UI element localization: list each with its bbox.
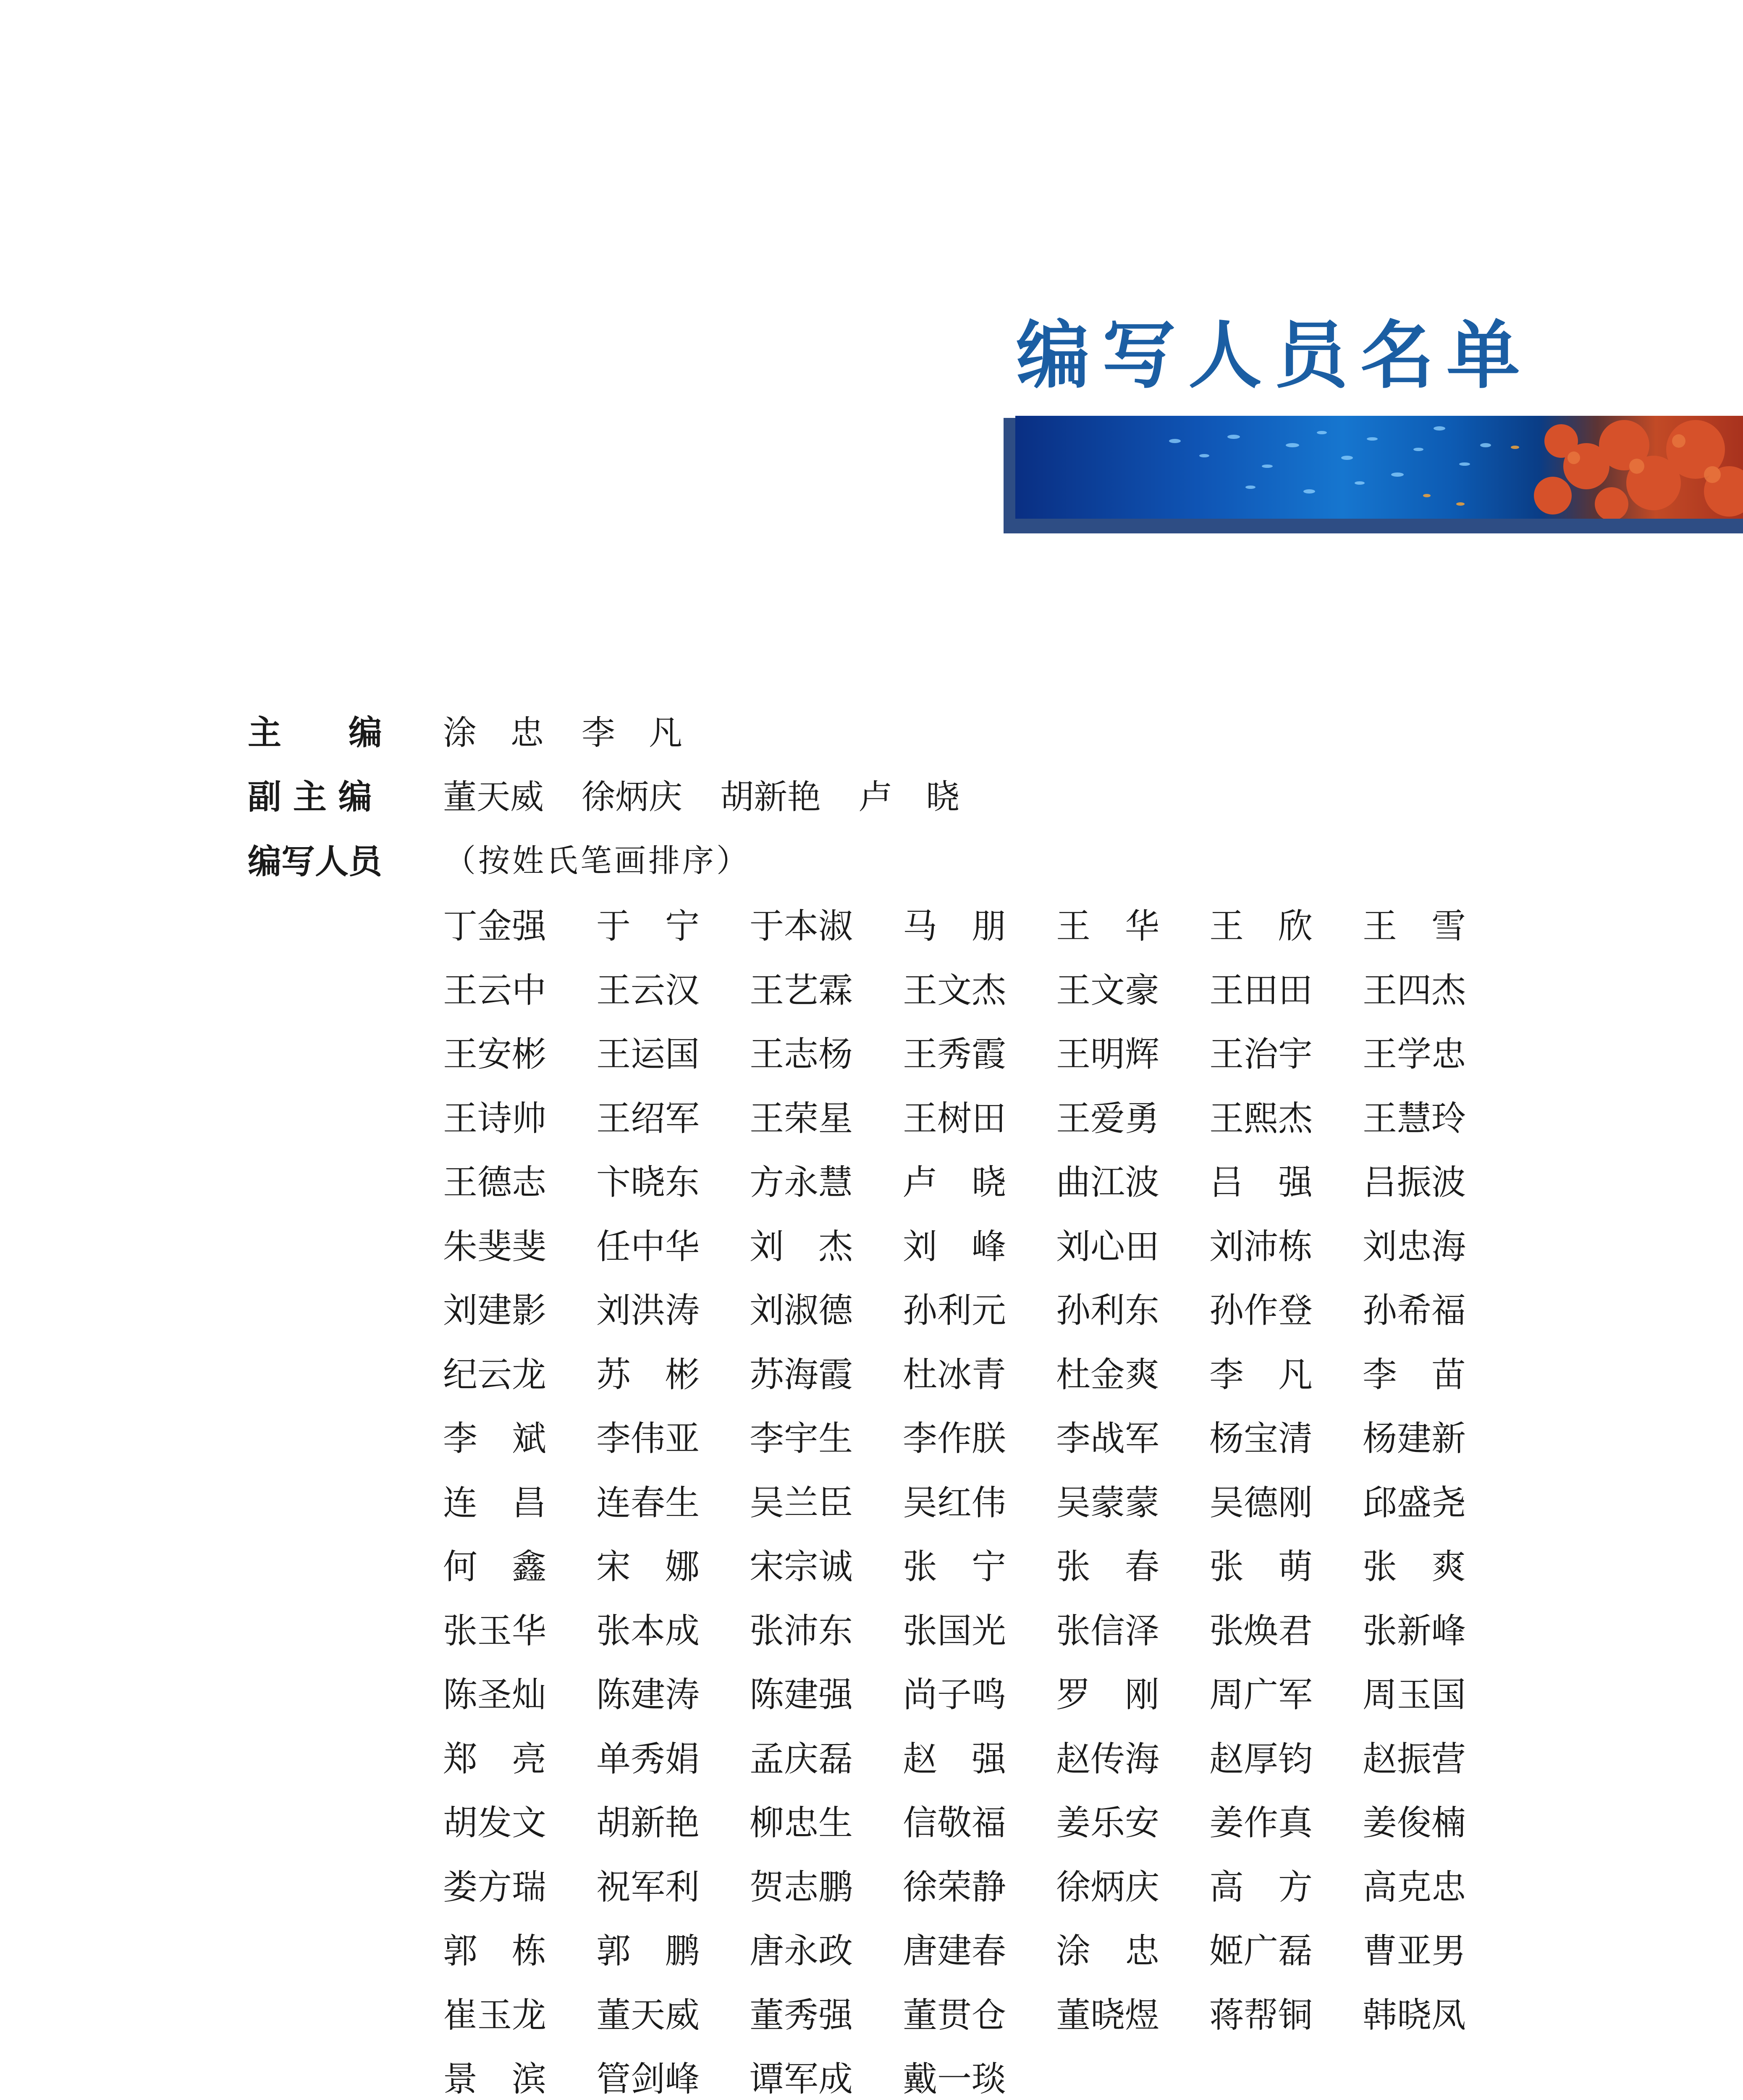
writer-name: 张 春	[1056, 1547, 1160, 1587]
writer-name: 王治宇	[1209, 1034, 1313, 1074]
fish-and-coral-illustration	[1015, 416, 1743, 519]
writer-name: 王运国	[596, 1034, 700, 1074]
deputy-editor-names	[443, 777, 997, 816]
writer-name: 杨建新	[1363, 1419, 1466, 1459]
writer-name: 吴红伟	[903, 1483, 1006, 1523]
writer-name: 郭 鹏	[596, 1931, 700, 1971]
writer-name: 孟庆磊	[750, 1739, 853, 1779]
writer-name: 柳忠生	[750, 1803, 853, 1843]
writer-name: 李 苗	[1363, 1354, 1466, 1395]
writer-name: 董秀强	[750, 1995, 853, 2035]
writer-name: 徐荣静	[903, 1867, 1006, 1907]
writer-name: 王云汉	[596, 970, 700, 1011]
writer-name: 杜冰青	[903, 1354, 1006, 1395]
writer-name: 唐建春	[903, 1931, 1006, 1971]
writer-name: 吕 强	[1209, 1163, 1313, 1202]
writer-name: 韩晓凤	[1363, 1995, 1466, 2035]
writer-name: 宋 娜	[596, 1547, 700, 1587]
writer-name: 王爱勇	[1056, 1098, 1160, 1139]
writer-name: 王 华	[1056, 906, 1160, 946]
chief-editor-names	[443, 713, 720, 752]
writer-name: 张沛东	[750, 1611, 853, 1651]
writer-name: 张 萌	[1209, 1547, 1313, 1587]
writer-name: 邱盛尧	[1363, 1483, 1466, 1523]
writer-name: 杜金爽	[1056, 1354, 1160, 1395]
writer-name: 纪云龙	[443, 1354, 547, 1395]
writer-name: 李 斌	[443, 1419, 547, 1459]
writer-name: 马 朋	[903, 906, 1006, 946]
writer-name: 王诗帅	[443, 1098, 547, 1139]
writer-name: 刘沛栋	[1209, 1226, 1313, 1267]
writer-name: 孙利元	[903, 1291, 1006, 1331]
writer-name: 刘心田	[1056, 1226, 1160, 1267]
writer-name: 刘 峰	[903, 1226, 1006, 1267]
writer-name: 张 爽	[1363, 1547, 1466, 1587]
deputy-editor-name: 徐炳庆	[582, 777, 682, 816]
writer-name: 涂 忠	[1056, 1931, 1160, 1971]
writer-name: 周玉国	[1363, 1675, 1466, 1715]
ocean-banner-image	[1015, 416, 1743, 519]
writer-name: 王 雪	[1363, 906, 1466, 946]
writer-name: 张国光	[903, 1611, 1006, 1651]
writer-name: 景 滨	[443, 2059, 547, 2099]
deputy-editor-label: 副 主 编	[248, 777, 372, 816]
writer-name: 董晓煜	[1056, 1995, 1160, 2035]
writer-name: 赵振营	[1363, 1739, 1466, 1779]
writer-name: 董天威	[596, 1995, 700, 2035]
writer-name: 连 昌	[443, 1483, 547, 1523]
writer-name: 何 鑫	[443, 1547, 547, 1587]
writer-name: 信敬福	[903, 1803, 1006, 1843]
writer-name: 姬广磊	[1209, 1931, 1313, 1971]
writer-name: 刘淑德	[750, 1291, 853, 1331]
writer-name: 赵厚钧	[1209, 1739, 1313, 1779]
writer-name: 王云中	[443, 970, 547, 1011]
writer-name: 谭军成	[750, 2059, 853, 2099]
writer-name: 陈建强	[750, 1675, 853, 1715]
writer-name: 李伟亚	[596, 1419, 700, 1459]
writer-name: 王文杰	[903, 970, 1006, 1011]
writer-name: 孙希福	[1363, 1291, 1466, 1331]
writer-name: 王德志	[443, 1163, 547, 1202]
writer-name: 娄方瑞	[443, 1867, 547, 1907]
writer-name: 曹亚男	[1363, 1931, 1466, 1971]
writer-name: 吕振波	[1363, 1163, 1466, 1202]
writer-name: 李作朕	[903, 1419, 1006, 1459]
writer-name: 王荣星	[750, 1098, 853, 1139]
writer-name: 徐炳庆	[1056, 1867, 1160, 1907]
writer-name: 单秀娟	[596, 1739, 700, 1779]
chief-editor-name: 李 凡	[582, 713, 682, 752]
writer-name: 张信泽	[1056, 1611, 1160, 1651]
writer-name: 赵传海	[1056, 1739, 1160, 1779]
writer-name: 卢 晓	[903, 1163, 1006, 1202]
writer-name: 孙作登	[1209, 1291, 1313, 1331]
writer-name: 刘忠海	[1363, 1226, 1466, 1267]
writer-name: 姜作真	[1209, 1803, 1313, 1843]
writer-name: 董贯仓	[903, 1995, 1006, 2035]
writer-name: 吴兰臣	[750, 1483, 853, 1523]
writer-name: 郑 亮	[443, 1739, 547, 1779]
writer-name: 苏海霞	[750, 1354, 853, 1395]
writer-name: 高 方	[1209, 1867, 1313, 1907]
writer-name: 王文豪	[1056, 970, 1160, 1011]
writer-name: 蒋帮铜	[1209, 1995, 1313, 2035]
writer-name: 王安彬	[443, 1034, 547, 1074]
writer-name: 王学忠	[1363, 1034, 1466, 1074]
writer-name: 王四杰	[1363, 970, 1466, 1011]
writers-sort-note: （按姓氏笔画排序）	[444, 842, 751, 879]
chief-editor-label: 主 编	[248, 713, 382, 752]
writers-label: 编写人员	[248, 842, 382, 881]
writer-name: 杨宝清	[1209, 1419, 1313, 1459]
chief-editor-name: 涂 忠	[443, 713, 544, 752]
writer-name: 胡发文	[443, 1803, 547, 1843]
writer-name: 戴一琰	[903, 2059, 1006, 2099]
writer-name: 于本淑	[750, 906, 853, 946]
writer-name: 任中华	[596, 1226, 700, 1267]
writer-name: 张焕君	[1209, 1611, 1313, 1651]
writer-name: 王慧玲	[1363, 1098, 1466, 1139]
writer-name: 苏 彬	[596, 1354, 700, 1395]
writer-name: 王熙杰	[1209, 1098, 1313, 1139]
writer-name: 高克忠	[1363, 1867, 1466, 1907]
writer-name: 张 宁	[903, 1547, 1006, 1587]
writer-name: 祝军利	[596, 1867, 700, 1907]
writer-name: 孙利东	[1056, 1291, 1160, 1331]
writer-name: 姜乐安	[1056, 1803, 1160, 1843]
writer-name: 张本成	[596, 1611, 700, 1651]
writer-name: 王艺霖	[750, 970, 853, 1011]
writer-name: 陈圣灿	[443, 1675, 547, 1715]
writer-name: 曲江波	[1056, 1163, 1160, 1202]
writer-name: 吴蒙蒙	[1056, 1483, 1160, 1523]
writer-name: 王志杨	[750, 1034, 853, 1074]
writer-name: 李宇生	[750, 1419, 853, 1459]
writer-name: 王明辉	[1056, 1034, 1160, 1074]
writer-name: 唐永政	[750, 1931, 853, 1971]
writer-name: 于 宁	[596, 906, 700, 946]
writer-name: 王树田	[903, 1098, 1006, 1139]
writer-name: 刘 杰	[750, 1226, 853, 1267]
writer-name: 管剑峰	[596, 2059, 700, 2099]
writer-name: 郭 栋	[443, 1931, 547, 1971]
writer-name: 方永慧	[750, 1163, 853, 1202]
writer-name: 贺志鹏	[750, 1867, 853, 1907]
writer-name: 李战军	[1056, 1419, 1160, 1459]
page-title: 编写人员名单	[1016, 313, 1533, 399]
writer-name: 宋宗诚	[750, 1547, 853, 1587]
writer-name: 卞晓东	[596, 1163, 700, 1202]
writer-name: 姜俊楠	[1363, 1803, 1466, 1843]
deputy-editor-name: 董天威	[443, 777, 544, 816]
writer-name: 李 凡	[1209, 1354, 1313, 1395]
deputy-editor-name: 胡新艳	[720, 777, 821, 816]
deputy-editor-name: 卢 晓	[859, 777, 959, 816]
writer-name: 张玉华	[443, 1611, 547, 1651]
writer-name: 连春生	[596, 1483, 700, 1523]
writer-name: 丁金强	[443, 906, 547, 946]
writer-name: 朱斐斐	[443, 1226, 547, 1267]
writer-name: 王田田	[1209, 970, 1313, 1011]
writer-name: 王 欣	[1209, 906, 1313, 946]
writer-name: 罗 刚	[1056, 1675, 1160, 1715]
writer-name: 刘洪涛	[596, 1291, 700, 1331]
writer-name: 吴德刚	[1209, 1483, 1313, 1523]
writer-name: 胡新艳	[596, 1803, 700, 1843]
writer-name: 王绍军	[596, 1098, 700, 1139]
writer-name: 尚子鸣	[903, 1675, 1006, 1715]
writers-name-grid	[443, 906, 1516, 2100]
writer-name: 周广军	[1209, 1675, 1313, 1715]
writer-name: 赵 强	[903, 1739, 1006, 1779]
writer-name: 崔玉龙	[443, 1995, 547, 2035]
writer-name: 张新峰	[1363, 1611, 1466, 1651]
writer-name: 陈建涛	[596, 1675, 700, 1715]
writer-name: 王秀霞	[903, 1034, 1006, 1074]
writer-name: 刘建影	[443, 1291, 547, 1331]
